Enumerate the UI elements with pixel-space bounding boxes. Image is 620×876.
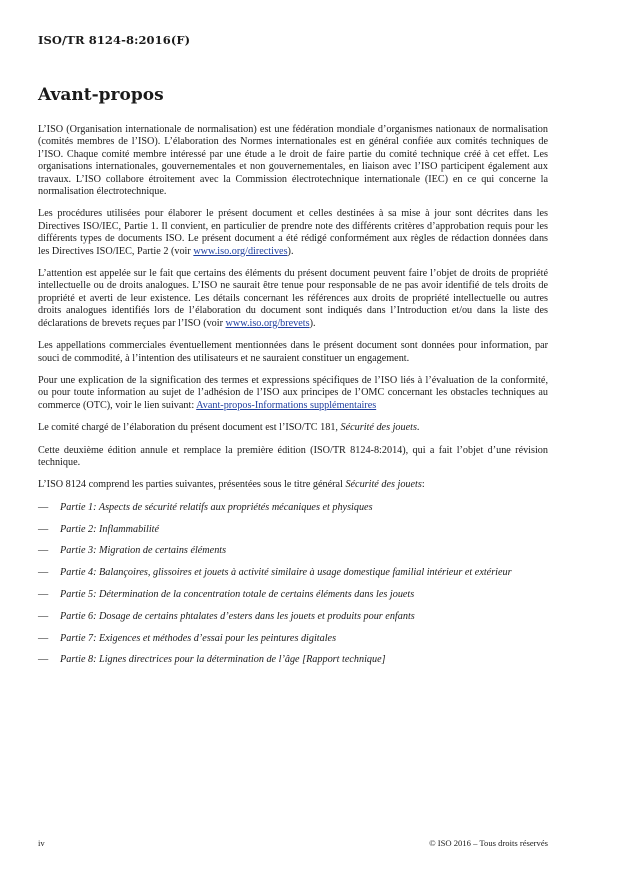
parts-list	[38, 502, 548, 667]
paragraph-procedures: Les procédures utilisées pour élaborer le présent document et celles destinées à sa mise à jour sont décrites dans les Directives ISO/IEC, Partie 1. Il convient, en particulier de prendre note des différents critères d’approbation requis pour les différents types de documents ISO. Le présent document a été rédigé conformément aux règles de rédaction données dans les Directives ISO/IEC, Partie 2 (voir www.iso.org/directives).	[38, 208, 548, 257]
list-item: — Partie 1: Aspects de sécurité relatifs aux propriétés mécaniques et physiques	[38, 501, 373, 513]
paragraph-edition: Cette deuxième édition annule et remplace la première édition (ISO/TR 8124-8:2014), qui a fait l’objet d’une révision technique.	[38, 444, 548, 468]
paragraph-trade-names: Les appellations commerciales éventuellement mentionnées dans le présent document sont données pour information, par souci de commodité, à l’intention des utilisateurs et ne sauraient constituer un engagement.	[38, 340, 548, 364]
list-item: — Partie 7: Exigences et méthodes d’essai pour les peintures digitales	[38, 632, 337, 644]
paragraph-conformity: Pour une explication de la signification des termes et expressions spécifiques de l’ISO liés à l’évaluation de la conformité, ou pour toute information au sujet de l’adhésion de l’ISO aux principes de l’OMC concernant les obstacles techniques au commerce (OTC), voir le lien suivant: Avant-propos-Informations supplémentaires	[38, 374, 548, 411]
list-item: — Partie 5: Détermination de la concentration totale de certains éléments dans les jouets	[38, 588, 415, 600]
paragraph-parts-intro: L’ISO 8124 comprend les parties suivantes, présentées sous le titre général Sécurité des jouets:	[38, 479, 425, 491]
paragraph-committee: Le comité chargé de l’élaboration du présent document est l’ISO/TC 181, Sécurité des jouets.	[38, 422, 420, 434]
document-id: ISO/TR 8124-8:2016(F)	[38, 33, 191, 47]
list-item: — Partie 3: Migration de certains éléments	[38, 545, 227, 557]
page-number: iv	[38, 838, 45, 848]
paragraph-patents: L’attention est appelée sur le fait que certains des éléments du présent document peuvent faire l’objet de droits de propriété intellectuelle ou de droits analogues. L’ISO ne saurait être tenue pour responsable de ne pas avoir identifié de tels droits de propriété et averti de leur existence. Les détails concernant les références aux droits de propriété intellectuelle ou autres droits analogues identifiés lors de l’élaboration du document sont indiqués dans l’Introduction et/ou dans la liste des déclarations de brevets reçues par l’ISO (voir www.iso.org/brevets).	[38, 268, 548, 329]
page-title: Avant-propos	[38, 85, 164, 105]
list-item: — Partie 4: Balançoires, glissoires et jouets à activité similaire à usage domestique familial intérieur et extérieur	[38, 567, 512, 579]
link-supplementary-info[interactable]: Avant-propos-Informations supplémentaires	[196, 399, 377, 411]
foreword-content	[38, 124, 548, 676]
paragraph-iso-intro: L’ISO (Organisation internationale de normalisation) est une fédération mondiale d’organismes nationaux de normalisation (comités membres de l’ISO). L’élaboration des Normes internationales est en général confiée aux comités techniques de l’ISO. Chaque comité membre intéressé par une étude a le droit de faire partie du comité technique créé à cet effet. Les organisations internationales, gouvernementales et non gouvernementales, en liaison avec l’ISO participent également aux travaux. L’ISO collabore étroitement avec la Commission électrotechnique internationale (IEC) en ce qui concerne la normalisation électrotechnique.	[38, 124, 548, 198]
list-item: — Partie 2: Inflammabilité	[38, 523, 160, 535]
link-brevets[interactable]: www.iso.org/brevets	[225, 317, 310, 329]
list-item: — Partie 8: Lignes directrices pour la détermination de l’âge [Rapport technique]	[38, 654, 386, 666]
list-item: — Partie 6: Dosage de certains phtalates d’esters dans les jouets et produits pour enfants	[38, 610, 415, 622]
copyright-notice: © ISO 2016 – Tous droits réservés	[429, 838, 548, 848]
link-directives[interactable]: www.iso.org/directives	[193, 245, 288, 257]
